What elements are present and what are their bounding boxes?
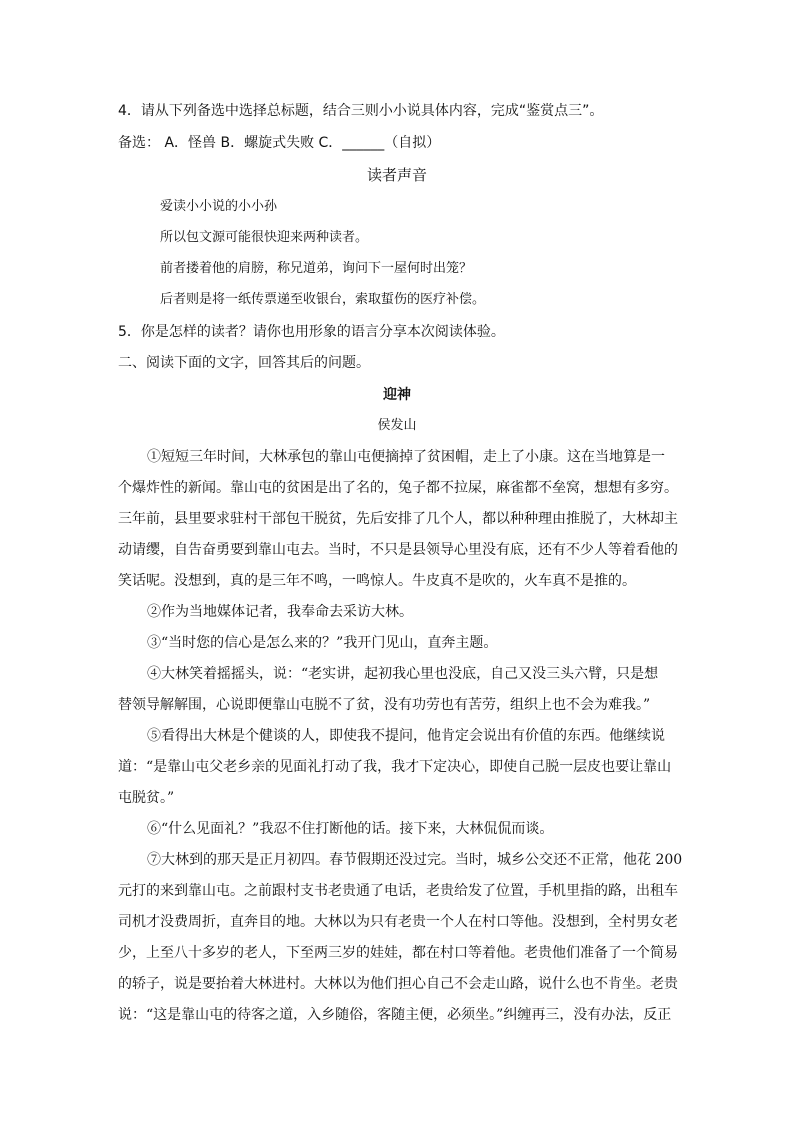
story-line: 动请缨，自告奋勇要到靠山屯去。当时，不只是县领导心里没有底，还有不少人等着看他的 [118, 542, 678, 558]
story-line: 三年前，县里要求驻村干部包干脱贫，先后安排了几个人，都以种种理由推脱了，大林却主 [118, 511, 678, 527]
story-line: ⑥“什么见面礼？”我忍不住打断他的话。接下来，大林侃侃而谈。 [147, 821, 554, 837]
story-author: 侯发山 [377, 418, 417, 433]
story-line: 的轿子，说是要抬着大林进村。大林以为他们担心自己不会走山路，说什么也不肯坐。老贵 [118, 976, 678, 992]
story-line: 替领导解解围，心说即便靠山屯脱不了贫，没有功劳也有苦劳，组织上也不会为难我。” [118, 697, 651, 713]
story-line: ①短短三年时间，大林承包的靠山屯便摘掉了贫困帽，走上了小康。这在当地算是一 [147, 449, 665, 465]
story-line: 司机才没费周折，直奔目的地。大林以为只有老贵一个人在村口等他。没想到，全村男女老 [118, 914, 678, 930]
story-line: ⑤看得出大林是个健谈的人，即使我不提问，他肯定会说出有价值的东西。他继续说 [147, 728, 665, 744]
story-line: 笑话呢。没想到，真的是三年不鸣，一鸣惊人。牛皮真不是吹的，火车真不是推的。 [118, 573, 636, 589]
options-line: 备选： A．怪兽 B．螺旋式失败 C．______（自拟） [118, 135, 441, 151]
story-title: 迎神 [383, 387, 411, 403]
reader-line: 爱读小小说的小小孙 [160, 199, 278, 214]
question-5: 5．你是怎样的读者？请你也用形象的语言分享本次阅读体验。 [118, 324, 505, 340]
story-line: ③“当时您的信心是怎么来的？”我开门见山，直奔主题。 [147, 635, 498, 651]
story-line: ②作为当地媒体记者，我奉命去采访大林。 [147, 604, 413, 620]
story-line: 元打的来到靠山屯。之前跟村支书老贵通了电话，老贵给发了位置，手机里指的路，出租车 [118, 883, 678, 899]
story-line: ⑦大林到的那天是正月初四。春节假期还没过完。当时，城乡公交还不正常，他花 200 [147, 852, 683, 868]
story-line: 屯脱贫。” [118, 790, 175, 806]
story-line: 道：“是靠山屯父老乡亲的见面礼打动了我，我才下定决心，即使自己脱一层皮也要让靠山 [118, 759, 672, 775]
story-line: 少，上至八十多岁的老人，下至两三岁的娃娃，都在村口等着他。老贵他们准备了一个简易 [118, 945, 678, 961]
section-heading: 二、阅读下面的文字，回答其后的问题。 [118, 355, 370, 371]
reader-line: 所以包文源可能很快迎来两种读者。 [160, 230, 369, 245]
reader-line: 前者搂着他的肩膀，称兄道弟，询问下一屋何时出笼？ [160, 261, 473, 276]
question-4: 4．请从下列备选中选择总标题，结合三则小小说具体内容，完成“鉴赏点三”。 [118, 103, 604, 119]
story-line: ④大林笑着摇摇头，说：“老实讲，起初我心里也没底，自己又没三头六臂，只是想 [147, 666, 659, 682]
reader-voice-title: 读者声音 [366, 166, 427, 184]
story-line: 说：“这是靠山屯的待客之道，入乡随俗，客随主便，必须坐。”纠缠再三，没有办法，反正 [118, 1007, 672, 1023]
reader-line: 后者则是将一纸传票递至收银台，索取蜇伤的医疗补偿。 [160, 292, 486, 307]
story-line: 个爆炸性的新闻。靠山屯的贫困是出了名的，兔子都不拉屎，麻雀都不垒窝，想想有多穷。 [118, 480, 678, 496]
